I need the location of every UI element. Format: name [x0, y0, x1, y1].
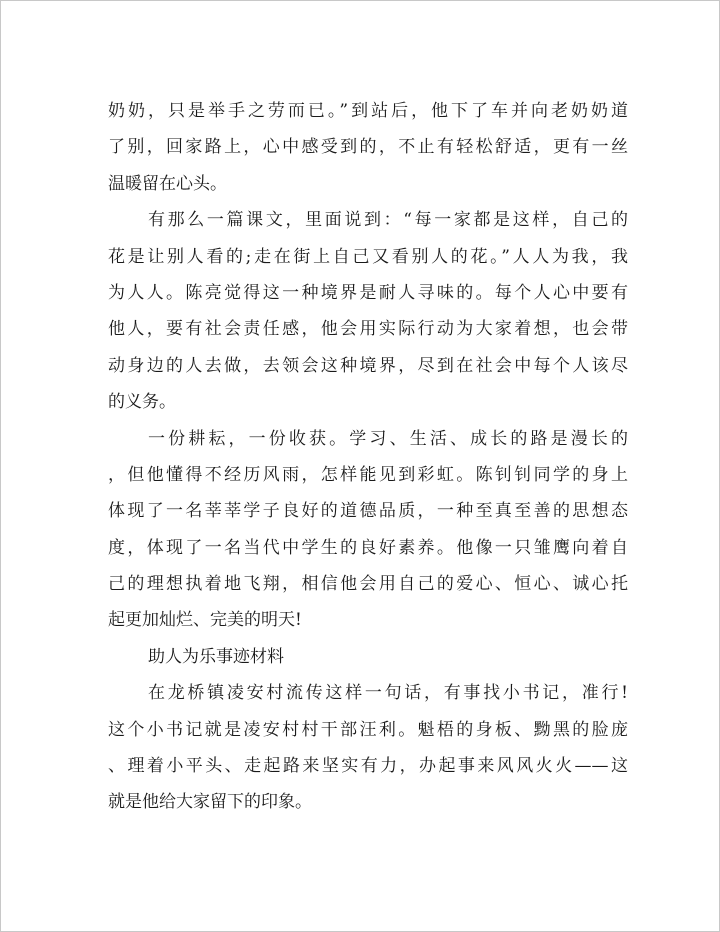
- text-line: 他人，要有社会责任感，他会用实际行动为大家着想，也会带: [108, 319, 628, 340]
- text-line: 度，体现了一名当代中学生的良好素养。他像一只雏鹰向着自: [108, 537, 628, 558]
- text-line: 奶奶，只是举手之劳而已。”到站后，他下了车并向老奶奶道: [108, 101, 628, 121]
- text-line: 这个小书记就是凌安村村干部汪利。魁梧的身板、黝黑的脸庞: [108, 719, 628, 740]
- text-line: 一份耕耘，一份收获。学习、生活、成长的路是漫长的: [148, 428, 628, 449]
- text-line: 己的理想执着地飞翔，相信他会用自己的爱心、恒心、诚心托: [108, 574, 628, 595]
- document-body: [108, 93, 628, 821]
- text-line: 了别，回家路上，心中感受到的，不止有轻松舒适，更有一丝: [108, 137, 628, 158]
- text-line: 为人人。陈亮觉得这一种境界是耐人寻味的。每个人心中要有: [108, 282, 628, 303]
- text-line: 、理着小平头、走起路来坚实有力，办起事来风风火火——这: [108, 756, 628, 777]
- text-line: 的义务。: [108, 392, 176, 413]
- text-line: 动身边的人去做，去领会这种境界，尽到在社会中每个人该尽: [108, 355, 628, 376]
- text-line: 温暖留在心头。: [108, 173, 227, 194]
- text-line: 体现了一名莘莘学子良好的道德品质，一种至真至善的思想态: [108, 501, 628, 522]
- section-heading: 助人为乐事迹材料: [148, 646, 284, 667]
- text-line: ，但他懂得不经历风雨，怎样能见到彩虹。陈钊钊同学的身上: [108, 464, 628, 485]
- text-line: 起更加灿烂、完美的明天!: [108, 610, 302, 631]
- text-line: 在龙桥镇凌安村流传这样一句话，有事找小书记，准行!: [148, 683, 628, 704]
- text-line: 有那么一篇课文，里面说到：“每一家都是这样，自己的: [148, 210, 628, 231]
- text-line: 就是他给大家留下的印象。: [108, 792, 312, 813]
- text-line: 花是让别人看的;走在街上自己又看别人的花。”人人为我，我: [108, 246, 628, 267]
